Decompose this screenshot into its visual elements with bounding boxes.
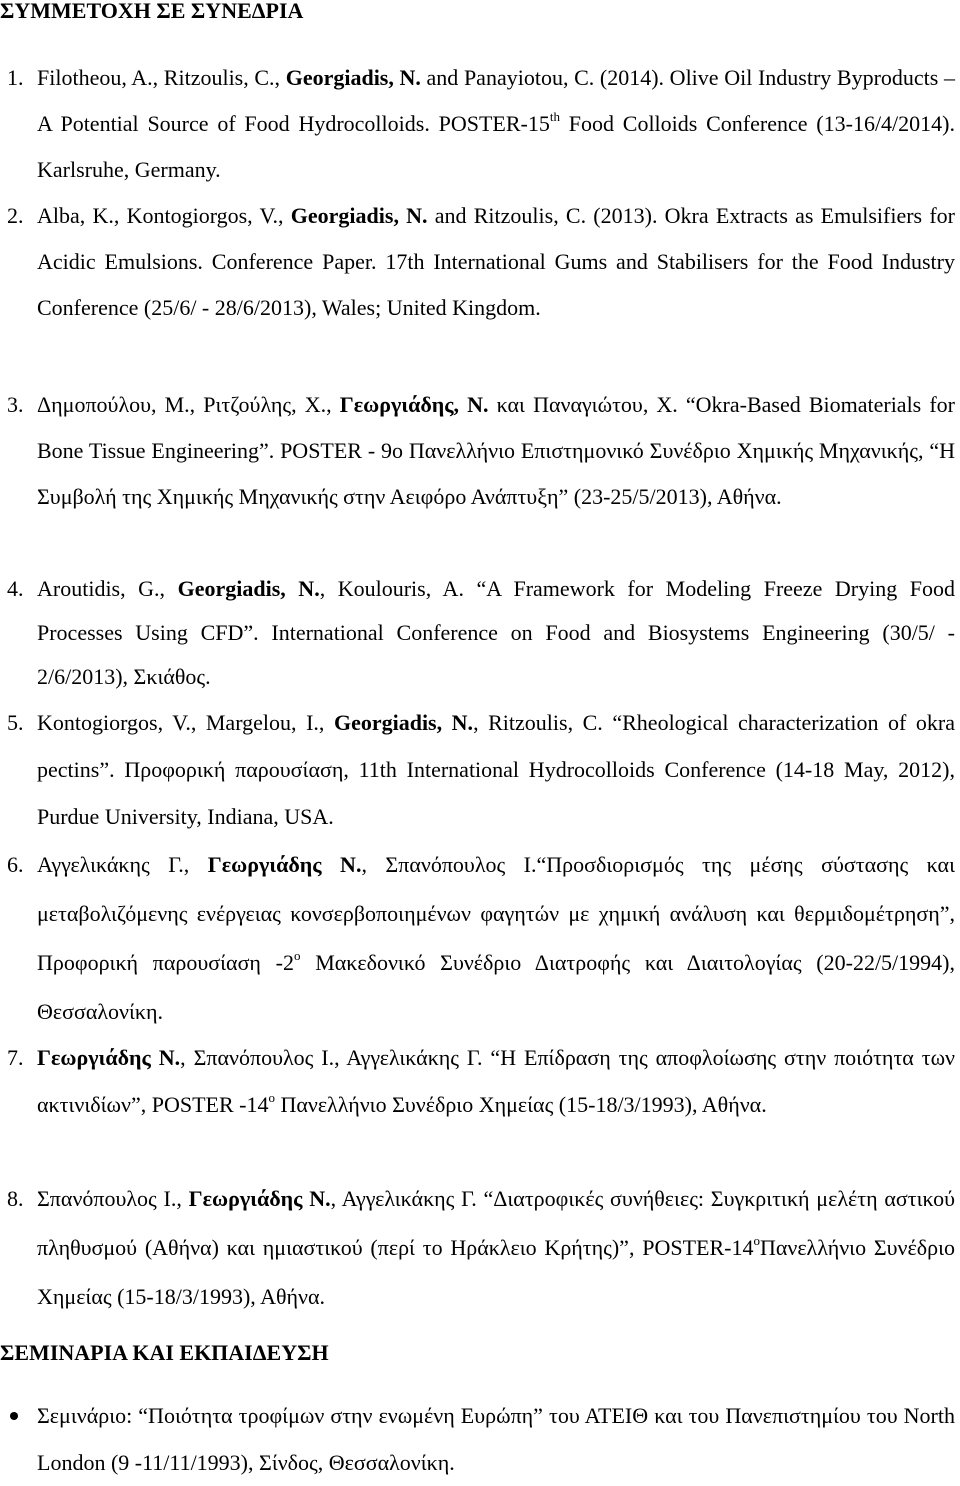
reference-text: and Panayiotou, C. (2014). Olive Oil Industry Byproducts – A Potential Source of Food Hydrocolloids. POSTER-15 [37,65,955,136]
reference-number: 1. [7,65,24,90]
reference-authors: Kontogiorgos, V., Margelou, I., [37,710,334,735]
reference-item [7,699,955,840]
bullet-icon [10,1412,18,1420]
reference-number: 5. [7,710,24,735]
reference-text-continued: Πανελλήνιο Συνέδριο Χημείας (15-18/3/1993), Αθήνα. [274,1092,767,1117]
reference-number: 6. [7,852,24,877]
seminars-education-heading: ΣΕΜΙΝΑΡΙΑ ΚΑΙ ΕΚΠΑΙΔΕΥΣΗ [0,1340,329,1365]
reference-authors: Αγγελικάκης Γ., [37,852,208,877]
reference-number: 8. [7,1186,24,1211]
reference-item [7,55,955,193]
reference-text: and Ritzoulis, C. (2013). Okra Extracts as Emulsifiers for Acidic Emulsions. Conference Paper. 17th International Gums and Stabilisers for the Food Industry Conference (25/6/ - 28/6/2013), Wales; United Kingdom. [37,203,955,320]
reference-author-highlight: Γεωργιάδης Ν. [188,1186,331,1211]
reference-superscript: ο [268,1090,275,1105]
reference-text: , Koulouris, A. “A Framework for Modeling Freeze Drying Food Processes Using CFD”. International Conference on Food and Biosystems Engineering (30/5/ - 2/6/2013), Σκιάθος. [37,576,955,689]
seminar-list-item [37,1392,955,1486]
reference-superscript: th [549,109,560,124]
reference-author-highlight: Γεωργιάδης, Ν. [339,392,489,417]
reference-text: , Σπανόπουλος Ι.“Προσδιορισμός της μέσης σύστασης και μεταβολιζόμενης ενέργειας κονσερβοποιημένων φαγητών με χημική ανάλυση και θερμιδομέτρηση”, Προφορική παρουσίαση -2 [37,852,955,975]
reference-authors: Σπανόπουλος Ι., [37,1186,189,1211]
reference-number: 4. [7,576,24,601]
reference-authors: Aroutidis, G., [37,576,178,601]
reference-author-highlight: Georgiadis, N. [285,65,421,90]
conference-participation-heading: ΣΥΜΜΕΤΟΧΗ ΣΕ ΣΥΝΕΔΡΙΑ [0,0,304,23]
reference-item [7,567,955,699]
reference-author-highlight: Georgiadis, N. [290,203,428,228]
reference-item [7,193,955,331]
reference-text-continued: Food Colloids Conference (13-16/4/2014). Karlsruhe, Germany. [37,111,955,182]
reference-number: 2. [7,203,24,228]
reference-text-continued: Μακεδονικό Συνέδριο Διατροφής και Διαιτολογίας (20-22/5/1994), Θεσσαλονίκη. [37,950,955,1024]
reference-number: 7. [7,1045,24,1070]
reference-item [7,1174,955,1321]
reference-authors: Filotheou, A., Ritzoulis, C., [37,65,286,90]
reference-superscript: ο [753,1233,760,1248]
reference-item [7,382,955,520]
reference-item [7,840,955,1036]
reference-superscript: ο [293,948,301,963]
reference-text: και Παναγιώτου, Χ. “Okra-Based Biomaterials for Bone Tissue Engineering”. POSTER - 9o Πανελλήνιο Επιστημονικό Συνέδριο Χημικής Μηχανικής, “Η Συμβολή της Χημικής Μηχανικής στην Αειφόρο Ανάπτυξη” (23-25/5/2013), Αθήνα. [37,392,955,509]
reference-text-continued: Πανελλήνιο Συνέδριο Χημείας (15-18/3/1993), Αθήνα. [37,1235,955,1309]
reference-text: , Ritzoulis, C. “Rheological characterization of okra pectins”. Προφορική παρουσίαση, 11th International Hydrocolloids Conference (14-18 May, 2012), Purdue University, Indiana, USA. [37,710,955,829]
reference-author-highlight: Georgiadis, N. [333,710,474,735]
reference-text: , Αγγελικάκης Γ. “Διατροφικές συνήθειες: Συγκριτική μελέτη αστικού πληθυσμού (Αθήνα) και ημιαστικού (περί το Ηράκλειο Κρήτης)”, POSTER-14 [37,1186,955,1260]
reference-item [7,1034,955,1128]
reference-author-highlight: Γεωργιάδης Ν. [207,852,362,877]
reference-number: 3. [7,392,24,417]
reference-text: , Σπανόπουλος Ι., Αγγελικάκης Γ. “Η Επίδραση της αποφλοίωσης στην ποιότητα των ακτινιδίων”, POSTER -14 [37,1045,955,1117]
reference-author-highlight: Georgiadis, N. [177,576,320,601]
reference-author-highlight: Γεωργιάδης Ν. [37,1045,181,1070]
reference-authors: Δημοπούλου, Μ., Ριτζούλης, Χ., [37,392,340,417]
reference-authors: Alba, K., Kontogiorgos, V., [37,203,291,228]
seminar-text: Σεμινάριο: “Ποιότητα τροφίμων στην ενωμένη Ευρώπη” του ΑΤΕΙΘ και του Πανεπιστημίου του North London (9 -11/11/1993), Σίνδος, Θεσσαλονίκη. [37,1403,955,1475]
